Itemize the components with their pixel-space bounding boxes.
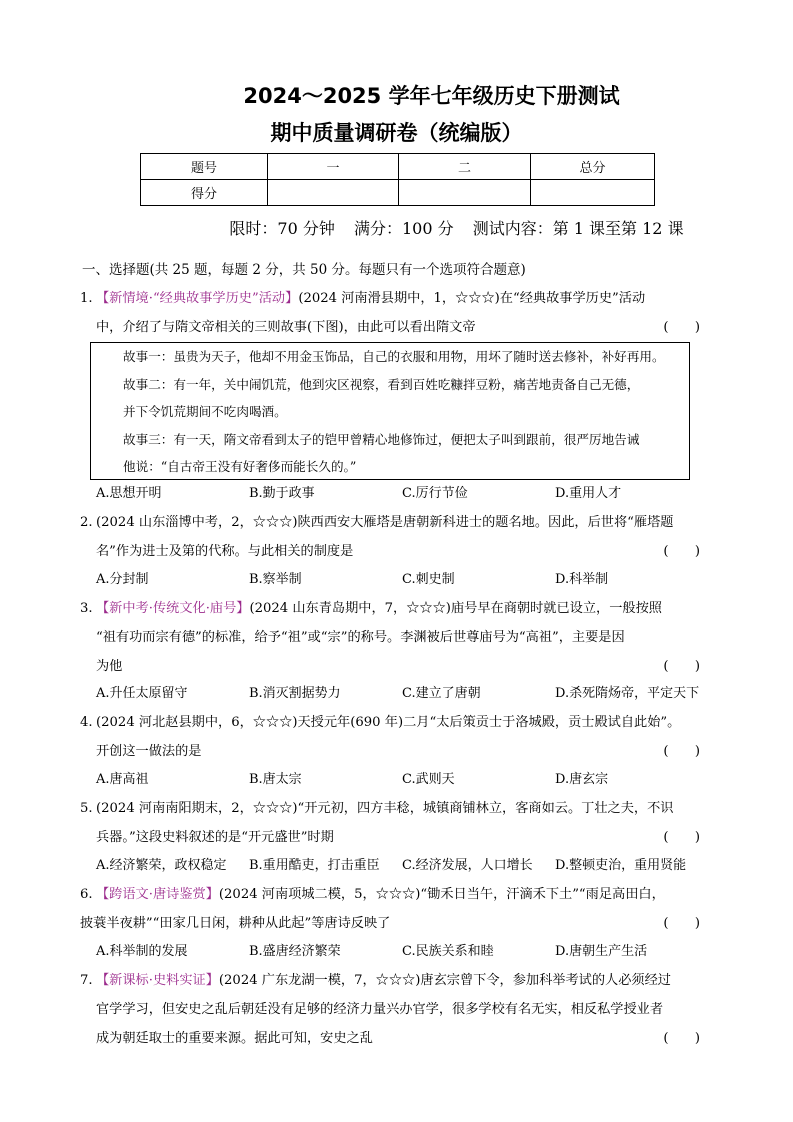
options-q6 bbox=[96, 938, 716, 966]
option-c[interactable]: C.武则天 bbox=[402, 772, 455, 787]
score-header-part2: 二 bbox=[399, 154, 531, 180]
options-q1 bbox=[96, 480, 716, 508]
question-text: 名”作为进士及第的代称。与此相关的制度是 bbox=[96, 544, 354, 559]
options-q2 bbox=[96, 566, 716, 594]
question-number: 5. bbox=[80, 801, 93, 816]
score-header-part1: 一 bbox=[268, 154, 399, 180]
question-text: (2024 山东青岛期中，7，☆☆☆)庙号早在商朝时就已设立，一般按照 bbox=[249, 601, 662, 616]
score-cell-total[interactable] bbox=[531, 180, 655, 206]
question-text: (2024 河南项城二模，5，☆☆☆)“锄禾日当午，汗滴禾下土”“雨足高田白， bbox=[218, 887, 665, 902]
story-three: 故事三：有一天，隋文帝看到太子的铠甲曾精心地修饰过，便把太子叫到跟前，很严厉地告诫 bbox=[123, 431, 640, 447]
score-cell-part1[interactable] bbox=[268, 180, 399, 206]
question-tag: 【跨语文·唐诗鉴赏】 bbox=[96, 887, 219, 902]
score-table bbox=[140, 153, 655, 206]
answer-blank[interactable]: ( ) bbox=[663, 1031, 700, 1046]
question-text: 兵器。”这段史料叙述的是“开元盛世”时期 bbox=[96, 830, 334, 845]
option-a[interactable]: A.经济繁荣，政权稳定 bbox=[96, 858, 227, 873]
full-score: 满分：100 分 bbox=[353, 219, 454, 238]
answer-blank[interactable]: ( ) bbox=[663, 544, 700, 559]
option-c[interactable]: C.经济发展，人口增长 bbox=[402, 858, 533, 873]
option-c[interactable]: C.刺史制 bbox=[402, 572, 455, 587]
option-d[interactable]: D.重用人才 bbox=[555, 486, 622, 501]
question-6 bbox=[80, 880, 700, 938]
option-b[interactable]: B.盛唐经济繁荣 bbox=[249, 944, 341, 959]
option-c[interactable]: C.民族关系和睦 bbox=[402, 944, 494, 959]
story-two: 故事二：有一年，关中闹饥荒，他到灾区视察，看到百姓吃糠拌豆粉，痛苦地责备自己无德， bbox=[123, 376, 640, 392]
option-a[interactable]: A.升任太原留守 bbox=[96, 686, 188, 701]
option-a[interactable]: A.科举制的发展 bbox=[96, 944, 188, 959]
question-number: 6. bbox=[80, 887, 93, 902]
answer-blank[interactable]: ( ) bbox=[663, 916, 700, 931]
question-number: 4. bbox=[80, 715, 93, 730]
option-b[interactable]: B.重用酷吏，打击重臣 bbox=[249, 858, 380, 873]
options-q3 bbox=[96, 680, 716, 708]
option-c[interactable]: C.建立了唐朝 bbox=[402, 686, 481, 701]
exam-title-line2: 期中质量调研卷（统编版） bbox=[270, 121, 523, 145]
answer-blank[interactable]: ( ) bbox=[663, 320, 700, 335]
option-c[interactable]: C.厉行节俭 bbox=[402, 486, 468, 501]
score-row-label: 得分 bbox=[141, 180, 268, 206]
question-2 bbox=[80, 508, 700, 566]
option-a[interactable]: A.唐高祖 bbox=[96, 772, 149, 787]
time-limit: 限时：70 分钟 bbox=[229, 219, 335, 238]
option-b[interactable]: B.消灭割据势力 bbox=[249, 686, 341, 701]
question-text: (2024 广东龙湖一模，7，☆☆☆)唐玄宗曾下令，参加科举考试的人必须经过 bbox=[218, 973, 671, 988]
section-title: 一、选择题(共 25 题，每题 2 分，共 50 分。每题只有一个选项符合题意) bbox=[82, 262, 526, 278]
story-two-cont: 并下令饥荒期间不吃肉喝酒。 bbox=[123, 404, 287, 419]
question-text: 披蓑半夜耕”“田家几日闲，耕种从此起”等唐诗反映了 bbox=[80, 916, 391, 931]
question-text: “祖有功而宗有德”的标准，给予“祖”或“宗”的称号。李渊被后世尊庙号为“高祖”，主要是因 bbox=[96, 630, 625, 645]
question-7 bbox=[80, 966, 700, 1053]
question-text: (2024 河南滑县期中，1，☆☆☆)在“经典故事学历史”活动 bbox=[298, 291, 646, 306]
option-b[interactable]: B.勤于政事 bbox=[249, 486, 315, 501]
option-b[interactable]: B.唐太宗 bbox=[249, 772, 302, 787]
option-d[interactable]: D.整顿吏治，重用贤能 bbox=[555, 858, 687, 873]
answer-blank[interactable]: ( ) bbox=[663, 659, 700, 674]
option-a[interactable]: A.思想开明 bbox=[96, 486, 162, 501]
option-d[interactable]: D.唐玄宗 bbox=[555, 772, 609, 787]
story-three-cont: 他说：“自古帝王没有好奢侈而能长久的。” bbox=[123, 459, 357, 474]
question-text: (2024 河北赵县期中，6，☆☆☆)天授元年(690 年)二月“太后策贡士于洛城殿，贡士殿试自此始”。 bbox=[96, 715, 681, 730]
question-3 bbox=[80, 594, 700, 681]
option-a[interactable]: A.分封制 bbox=[96, 572, 149, 587]
question-tag: 【新课标·史料实证】 bbox=[96, 973, 219, 988]
question-4 bbox=[80, 708, 700, 766]
question-number: 1. bbox=[80, 291, 93, 306]
question-text: (2024 河南南阳期末，2，☆☆☆)“开元初，四方丰稔，城镇商铺林立，客商如云。丁壮之夫，不识 bbox=[96, 801, 674, 816]
score-cell-part2[interactable] bbox=[399, 180, 531, 206]
score-header-total: 总分 bbox=[531, 154, 655, 180]
question-number: 3. bbox=[80, 601, 93, 616]
question-1 bbox=[80, 284, 700, 342]
option-d[interactable]: D.科举制 bbox=[555, 572, 609, 587]
question-tag: 【新中考·传统文化·庙号】 bbox=[96, 601, 250, 616]
answer-blank[interactable]: ( ) bbox=[663, 830, 700, 845]
exam-title-line1: 2024～2025 学年七年级历史下册测试 bbox=[243, 84, 620, 108]
question-text: 官学学习，但安史之乱后朝廷没有足够的经济力量兴办官学，很多学校有名无实，相反私学授业者 bbox=[96, 1002, 664, 1017]
option-d[interactable]: D.杀死隋炀帝，平定天下 bbox=[555, 686, 700, 701]
exam-limits bbox=[0, 216, 793, 239]
question-tag: 【新情境·“经典故事学历史”活动】 bbox=[96, 291, 299, 306]
options-q5 bbox=[96, 852, 716, 880]
question-number: 7. bbox=[80, 973, 93, 988]
test-content: 测试内容：第 1 课至第 12 课 bbox=[472, 219, 684, 238]
question-text: 成为朝廷取士的重要来源。据此可知，安史之乱 bbox=[96, 1031, 373, 1046]
options-q4 bbox=[96, 766, 716, 794]
story-one: 故事一：虽贵为天子，他却不用金玉饰品，自己的衣服和用物，用坏了随时送去修补，补好再用。 bbox=[123, 349, 665, 364]
question-5 bbox=[80, 794, 700, 852]
question-text: (2024 山东淄博中考，2，☆☆☆)陕西西安大雁塔是唐朝新科进士的题名地。因此，后世将“雁塔题 bbox=[96, 515, 674, 530]
answer-blank[interactable]: ( ) bbox=[663, 744, 700, 759]
question-text: 为他 bbox=[96, 659, 123, 674]
option-d[interactable]: D.唐朝生产生活 bbox=[555, 944, 648, 959]
question-text: 中，介绍了与隋文帝相关的三则故事(下图)，由此可以看出隋文帝 bbox=[96, 320, 476, 335]
score-header-label: 题号 bbox=[141, 154, 268, 180]
question-text: 开创这一做法的是 bbox=[96, 744, 202, 759]
story-box bbox=[90, 342, 690, 480]
question-number: 2. bbox=[80, 515, 93, 530]
option-b[interactable]: B.察举制 bbox=[249, 572, 302, 587]
